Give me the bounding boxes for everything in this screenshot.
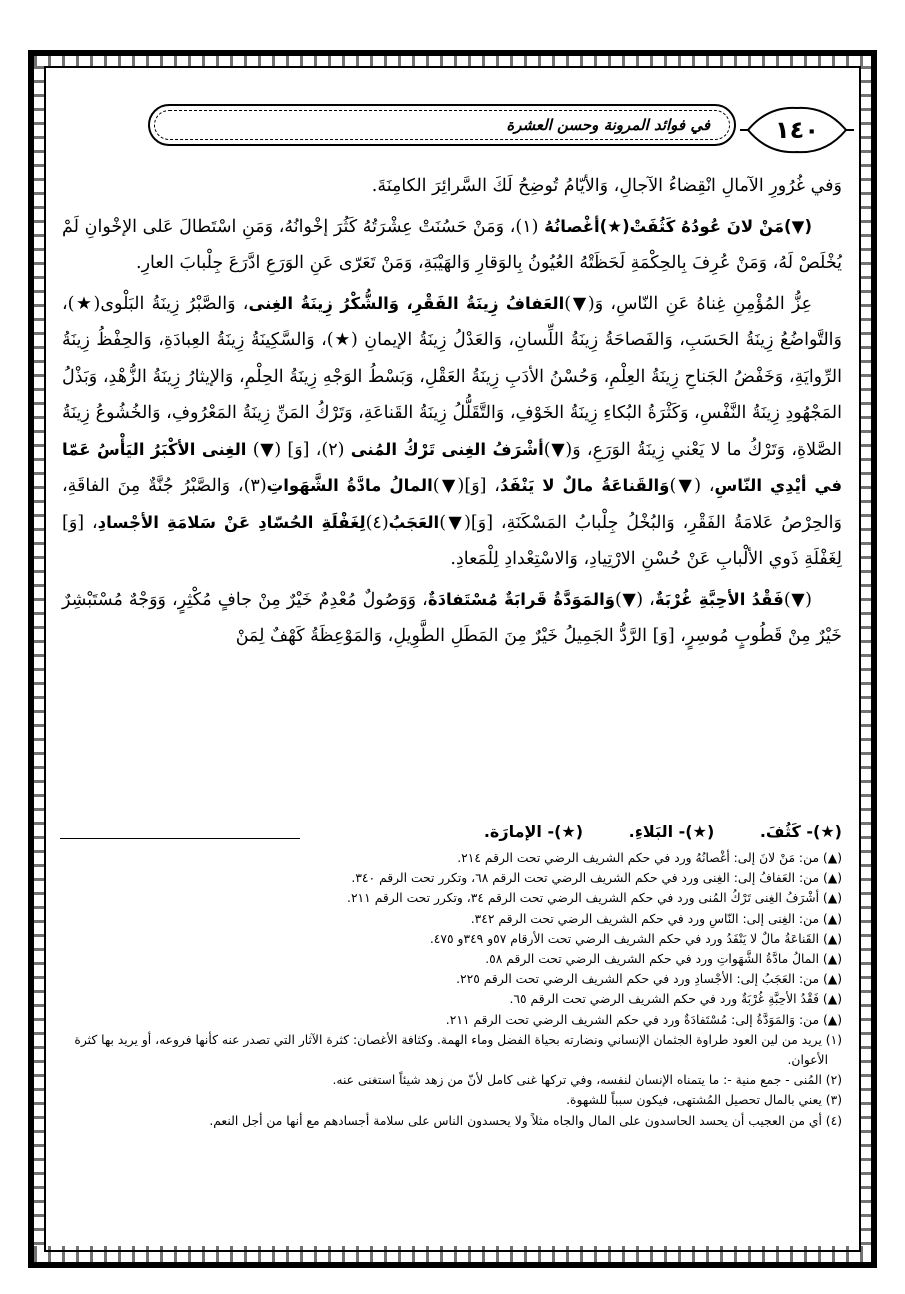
source-note: (▲) فَقْدُ الأحِبَّةِ غُرْبَةٌ ورد في حكم الشريف الرضي تحت الرقم ٦٥. [509, 992, 842, 1007]
source-note: (▲) القَناعَةُ مالٌ لا يَنْفَدُ ورد في حكم الشريف الرضي تحت الأرقام ٥٧و ٣٤٩و ٤٧٥. [429, 931, 842, 946]
paragraph-2: (▼)مَنْ لانَ عُودُهُ كَثُفَتْ(★)أغْصانُهُ (١)، وَمَنْ حَسُنَتْ عِشْرَتُهُ كَثُرَ إخْوانُهُ، وَمَنِ اسْتَطالَ عَلى الإخْوانِ لَمْ يُخْلَصْ لَهُ، وَمَنْ عُرِفَ بِالحِكْمَةِ لَحَظَتْهُ العُيُونُ بِالوَقارِ وَالهَيْبَةِ، وَمَنْ تَعَرّى عَنِ الوَرَعِ ادَّرَعَ جِلْبابَ العارِ. [62, 216, 842, 273]
page-title: في فوائد المرونة وحسن العشرة [506, 116, 710, 134]
source-note: (▲) من: مَنْ لانَ إلى: أغْصانُهُ ورد في حكم الشريف الرضي تحت الرقم ٢١٤. [457, 851, 842, 865]
paragraph-3: عِزُّ المُؤْمِنِ غِناهُ عَنِ النّاسِ، وَ(▼)العَفافُ زِينَةُ الفَقْرِ، وَالشُّكْرُ زِينَةُ الغِنى، وَالصَّبْرُ زِينَةُ البَلْوى(★)، وَالتَّواضُعُ زِينَةُ الحَسَبِ، وَالفَصاحَةُ زِينَةُ اللِّسانِ، وَالعَدْلُ زِينَةُ الإيمانِ (★)، وَالسَّكِينَةُ زِينَةُ العِبادَةِ، وَالحِفْظُ زِينَةُ الرِّوايَةِ، وَخَفْضُ الجَناحِ زِينَةُ العِلْمِ، وَحُسْنُ الأدَبِ زِينَةُ العَقْلِ، وَبَسْطُ الوَجْهِ زِينَةُ الحِلْمِ، وَالإيثارُ زِينَةُ الزُّهْدِ، وَبَذْلُ المَجْهُودِ زِينَةُ النَّفْسِ، وَكَثْرَةُ البُكاءِ زِينَةُ الخَوْفِ، وَالتَّقَلُّلُ زِينَةُ القَناعَةِ، وَتَرْكُ المَنِّ زِينَةُ المَعْرُوفِ، وَالخُشُوعُ زِينَةُ الصَّلاةِ، وَتَرْكُ ما لا يَعْني زِينَةُ الوَرَعِ، وَ(▼)أشْرَفُ الغِنى تَرْكُ المُنى (٢)، [وَ] (▼) الغِنى الأكْبَرُ اليَأْسُ عَمّا في أيْدِي النّاسِ، (▼)وَالقَناعَةُ مالٌ لا يَنْفَدُ، [وَ](▼)المالُ مادَّةُ الشَّهَواتِ(٣)، وَالصَّبْرُ جُنَّةٌ مِنَ الفاقَةِ، وَالحِرْصُ عَلامَةُ الفَقْرِ، وَالبُخْلُ جِلْبابُ المَسْكَنَةِ، [وَ](▼)العَجَبُ(٤)لِغَفْلَةِ الحُسّادِ عَنْ سَلامَةِ الأجْسادِ، [وَ] لِغَفْلَةِ ذَوي الألْبابِ عَنْ حُسْنِ الارْتِيادِ، وَالاسْتِعْدادِ لِلْمَعادِ. [62, 293, 843, 569]
footnote: (١) يريد من لين العود طراوة الجثمان الإنساني ونضارته بحياة الفضل وماء الهمة. وكثافة الأغصان: كثرة الآثار التي تصدر عنه كأنها فروعه، أو يريد بها كثرة الأعوان. [74, 1032, 842, 1068]
glossary-row [62, 822, 842, 846]
source-note: (▲) المالُ مادَّةُ الشَّهَواتِ ورد في حكم الشريف الرضي تحت الرقم ٥٨. [485, 952, 842, 967]
source-note: (▲) من: وَالمَوَدَّةُ إلى: مُسْتَفادَةٌ ورد في حكم الشريف الرضي تحت الرقم ٢١١. [445, 1012, 842, 1027]
footnote: (٤) أي من العجيب أن يحسد الحاسدون على المال والجاه مثلاً ولا يحسدون الناس على سلامة أجسادهم مع أنها من أجل النعم. [209, 1113, 842, 1128]
footnote: (٣) يعني بالمال تحصيل المُشتهى، فيكون سبباً للشهوة. [566, 1093, 842, 1108]
page-number: ١٤٠ [775, 116, 819, 144]
source-note: (▲) أشْرَفُ الغِنى تَرْكُ المُنى ورد في حكم الشريف الرضي تحت الرقم ٣٤، وتكرر تحت الرقم ٢١١. [347, 891, 842, 906]
footnote-divider [60, 838, 300, 839]
glossary-item: (★)- كَثُفَ. [759, 822, 842, 841]
header-banner [148, 104, 736, 146]
footnote: (٢) المُنى - جمع منية -: ما يتمناه الإنسان لنفسه، وفي تركها غنى كامل لأنّ من زهد شيئاً استغنى عنه. [332, 1073, 842, 1088]
page-number-badge [738, 104, 856, 156]
source-note: (▲) من: العَجَبُ إلى: الأجْسادِ ورد في حكم الشريف الرضي تحت الرقم ٢٢٥. [456, 972, 842, 987]
main-text [62, 168, 842, 659]
source-note: (▲) من: العَفافُ إلى: الغِنى ورد في حكم الشريف الرضي تحت الرقم ٦٨، وتكرر تحت الرقم ٣٤٠. [351, 871, 842, 886]
notes-section [62, 848, 842, 1131]
source-note: (▲) من: الغِنى إلى: النّاسِ ورد في حكم الشريف الرضي تحت الرقم ٣٤٢. [470, 911, 842, 926]
paragraph-1: وَفي غُرُورِ الآمالِ انْقِضاءُ الآجالِ، وَالأيّامُ تُوضِحُ لَكَ السَّرائِرَ الكامِنَةَ. [371, 176, 842, 196]
glossary-item: (★)- البَلاءِ. [628, 822, 715, 841]
paragraph-4: (▼)فَقْدُ الأحِبَّةِ غُرْبَةٌ، (▼)وَالمَوَدَّةُ قَرابَةٌ مُسْتَفادَةٌ، وَوَصُولٌ مُعْدِمٌ خَيْرٌ مِنْ جافٍ مُكْثِرٍ، وَوَجْهٌ مُسْتَبْشِرٌ خَيْرٌ مِنْ قَطُوبٍ مُوسِرٍ، [وَ] الرَّدُّ الجَمِيلُ خَيْرٌ مِنَ المَطَلِ الطَّوِيلِ، وَالمَوْعِظَةُ كَهْفٌ لِمَنْ [62, 589, 842, 646]
glossary-item: (★)- الإمارَة. [483, 822, 584, 841]
